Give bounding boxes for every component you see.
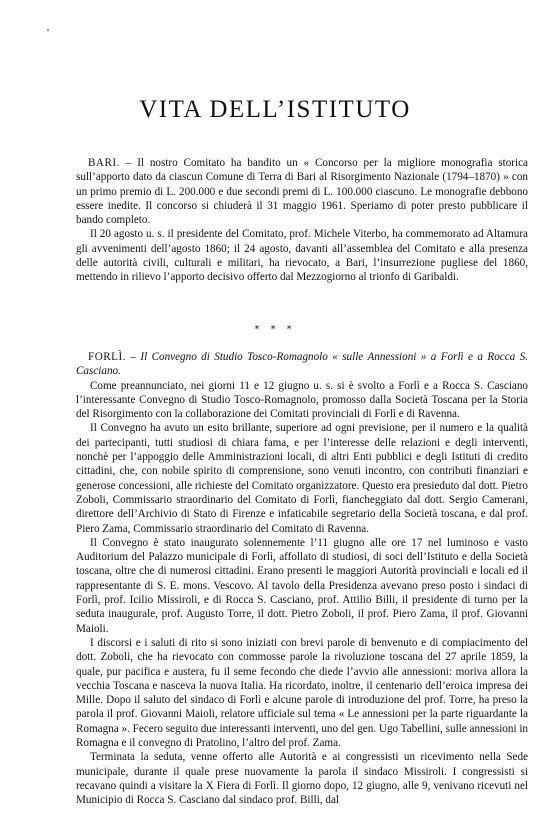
bari-place: BARI. bbox=[88, 157, 120, 169]
forli-paragraph-4: I discorsi e i saluti di rito si sono iniziati con brevi parole di benvenuto e di compiacimento del dott. Zoboli, che ha rievocato con commosse parole la rivoluzione toscana del 27 aprile 1859, la quale, pur pacifica e austera, fu il seme fecondo che diede l’avvio alle annessioni: moriva allora la vecchia Toscana e nasceva la nuova Italia. Ha ricordato, inoltre, il centenario dell’eroica impresa dei Mille. Dopo il saluto del sindaco di Forlì e alcune parole di introduzione del prof. Torre, ha preso la parola il prof. Giovanni Maioli, relatore ufficiale sul tema « Le annessioni per la parte riguardante la Romagna ». Fecero seguito due interessanti interventi, uno del gen. Ugo Tabellini, sulle annessioni in Romagna e il convegno di Pratolino, l’altro del prof. Zama. bbox=[76, 636, 528, 750]
section-separator: * * * bbox=[254, 324, 296, 335]
page-title: VITA DELL’ISTITUTO bbox=[139, 96, 411, 123]
forli-heading-text: – Il Convegno di Studio Tosco-Romagnolo « sulle Annessioni » a Forlì e a Rocca S. Casciano. bbox=[76, 351, 528, 378]
bari-p1-text: – Il nostro Comitato ha bandito un « Concorso per la migliore monografia storica sull’apporto dato da ciascun Comune di Terra di Bari al Risorgimento Nazionale (1794–1870) » con un primo premio di L. 200.000 e due secondi premi di L. 100.000 ciascuno. Le monografie debbono essere inedite. Il concorso si chiuderà il 31 maggio 1961. Speriamo di poter presto pubblicare il bando completo. bbox=[76, 157, 528, 227]
forli-paragraph-3: Il Convegno è stato inaugurato solennemente l’11 giugno alle ore 17 nel luminoso e vasto Auditorium del Palazzo municipale di Forlì, affollato di studiosi, di soci dell’Istituto e della Società toscana, oltre che di numerosi cittadini. Erano presenti le maggiori Autorità provinciali e locali ed il rappresentante di S. E. mons. Vescovo. Al tavolo della Presidenza avevano preso posto i sindaci di Forlì, prof. Icilio Missiroli, e di Rocca S. Casciano, prof. Attilio Billi, il presidente di turno per la seduta inaugurale, prof. Augusto Torre, il dott. Pietro Zoboli, il prof. Piero Zama, il prof. Giovanni Maioli. bbox=[76, 536, 528, 635]
bari-paragraph-2: Il 20 agosto u. s. il presidente del Comitato, prof. Michele Viterbo, ha commemorato ad Altamura gli avvenimenti dell’agosto 1860; il 24 agosto, davanti all’assemblea del Comitato e alla presenza delle autorità civili, culturali e militari, ha rievocato, a Bari, l’insurrezione pugliese del 1860, mettendo in rilievo l’apporto decisivo offerto dal Mezzogiorno al trionfo di Garibaldi. bbox=[76, 228, 528, 284]
section-bari bbox=[76, 156, 528, 285]
scan-speck bbox=[47, 29, 49, 31]
bari-paragraph-1 bbox=[76, 156, 528, 227]
forli-heading bbox=[76, 350, 528, 379]
forli-paragraph-2: Il Convegno ha avuto un esito brillante, superiore ad ogni previsione, per il numero e la qualità dei partecipanti, tutti studiosi di chiara fama, e per l’interesse delle relazioni e degli interventi, nonchè per l’appoggio delle Amministrazioni locali, di altri Enti pubblici e degli Istituti di credito cittadini, che, con nobile spirito di comprensione, sono venuti incontro, con contributi finanziari e generose concessioni, alle richieste del Comitato organizzatore. Questo era presieduto dal dott. Pietro Zoboli, Commissario straordinario del Comitato di Forlì, fiancheggiato dal dott. Sergio Camerani, direttore dell’Archivio di Stato di Firenze e infaticabile segretario della Società toscana, e dal prof. Piero Zama, Commissario straordinario del Comitato di Ravenna. bbox=[76, 422, 528, 535]
forli-paragraph-5: Terminata la seduta, venne offerto alle Autorità e ai congressisti un ricevimento nella Sede municipale, durante il quale prese nuovamente la parola il sindaco Missiroli. I congressisti si recavano quindi a visitare la X Fiera di Forlì. Il giorno dopo, 12 giugno, alle 9, venivano ricevuti nel Municipio di Rocca S. Casciano dal sindaco prof. Billi, dal bbox=[76, 751, 528, 807]
forli-paragraph-1: Come preannunciato, nei giorni 11 e 12 giugno u. s. si è svolto a Forlì e a Rocca S. Casciano l’interessante Convegno di Studio Tosco-Romagnolo, promosso dalla Società Toscana per la Storia del Risorgimento con la collaborazione dei Comitati provinciali di Forlì e di Ravenna. bbox=[76, 379, 528, 421]
forli-place: FORLÌ. bbox=[88, 351, 126, 363]
section-forli bbox=[76, 350, 528, 808]
